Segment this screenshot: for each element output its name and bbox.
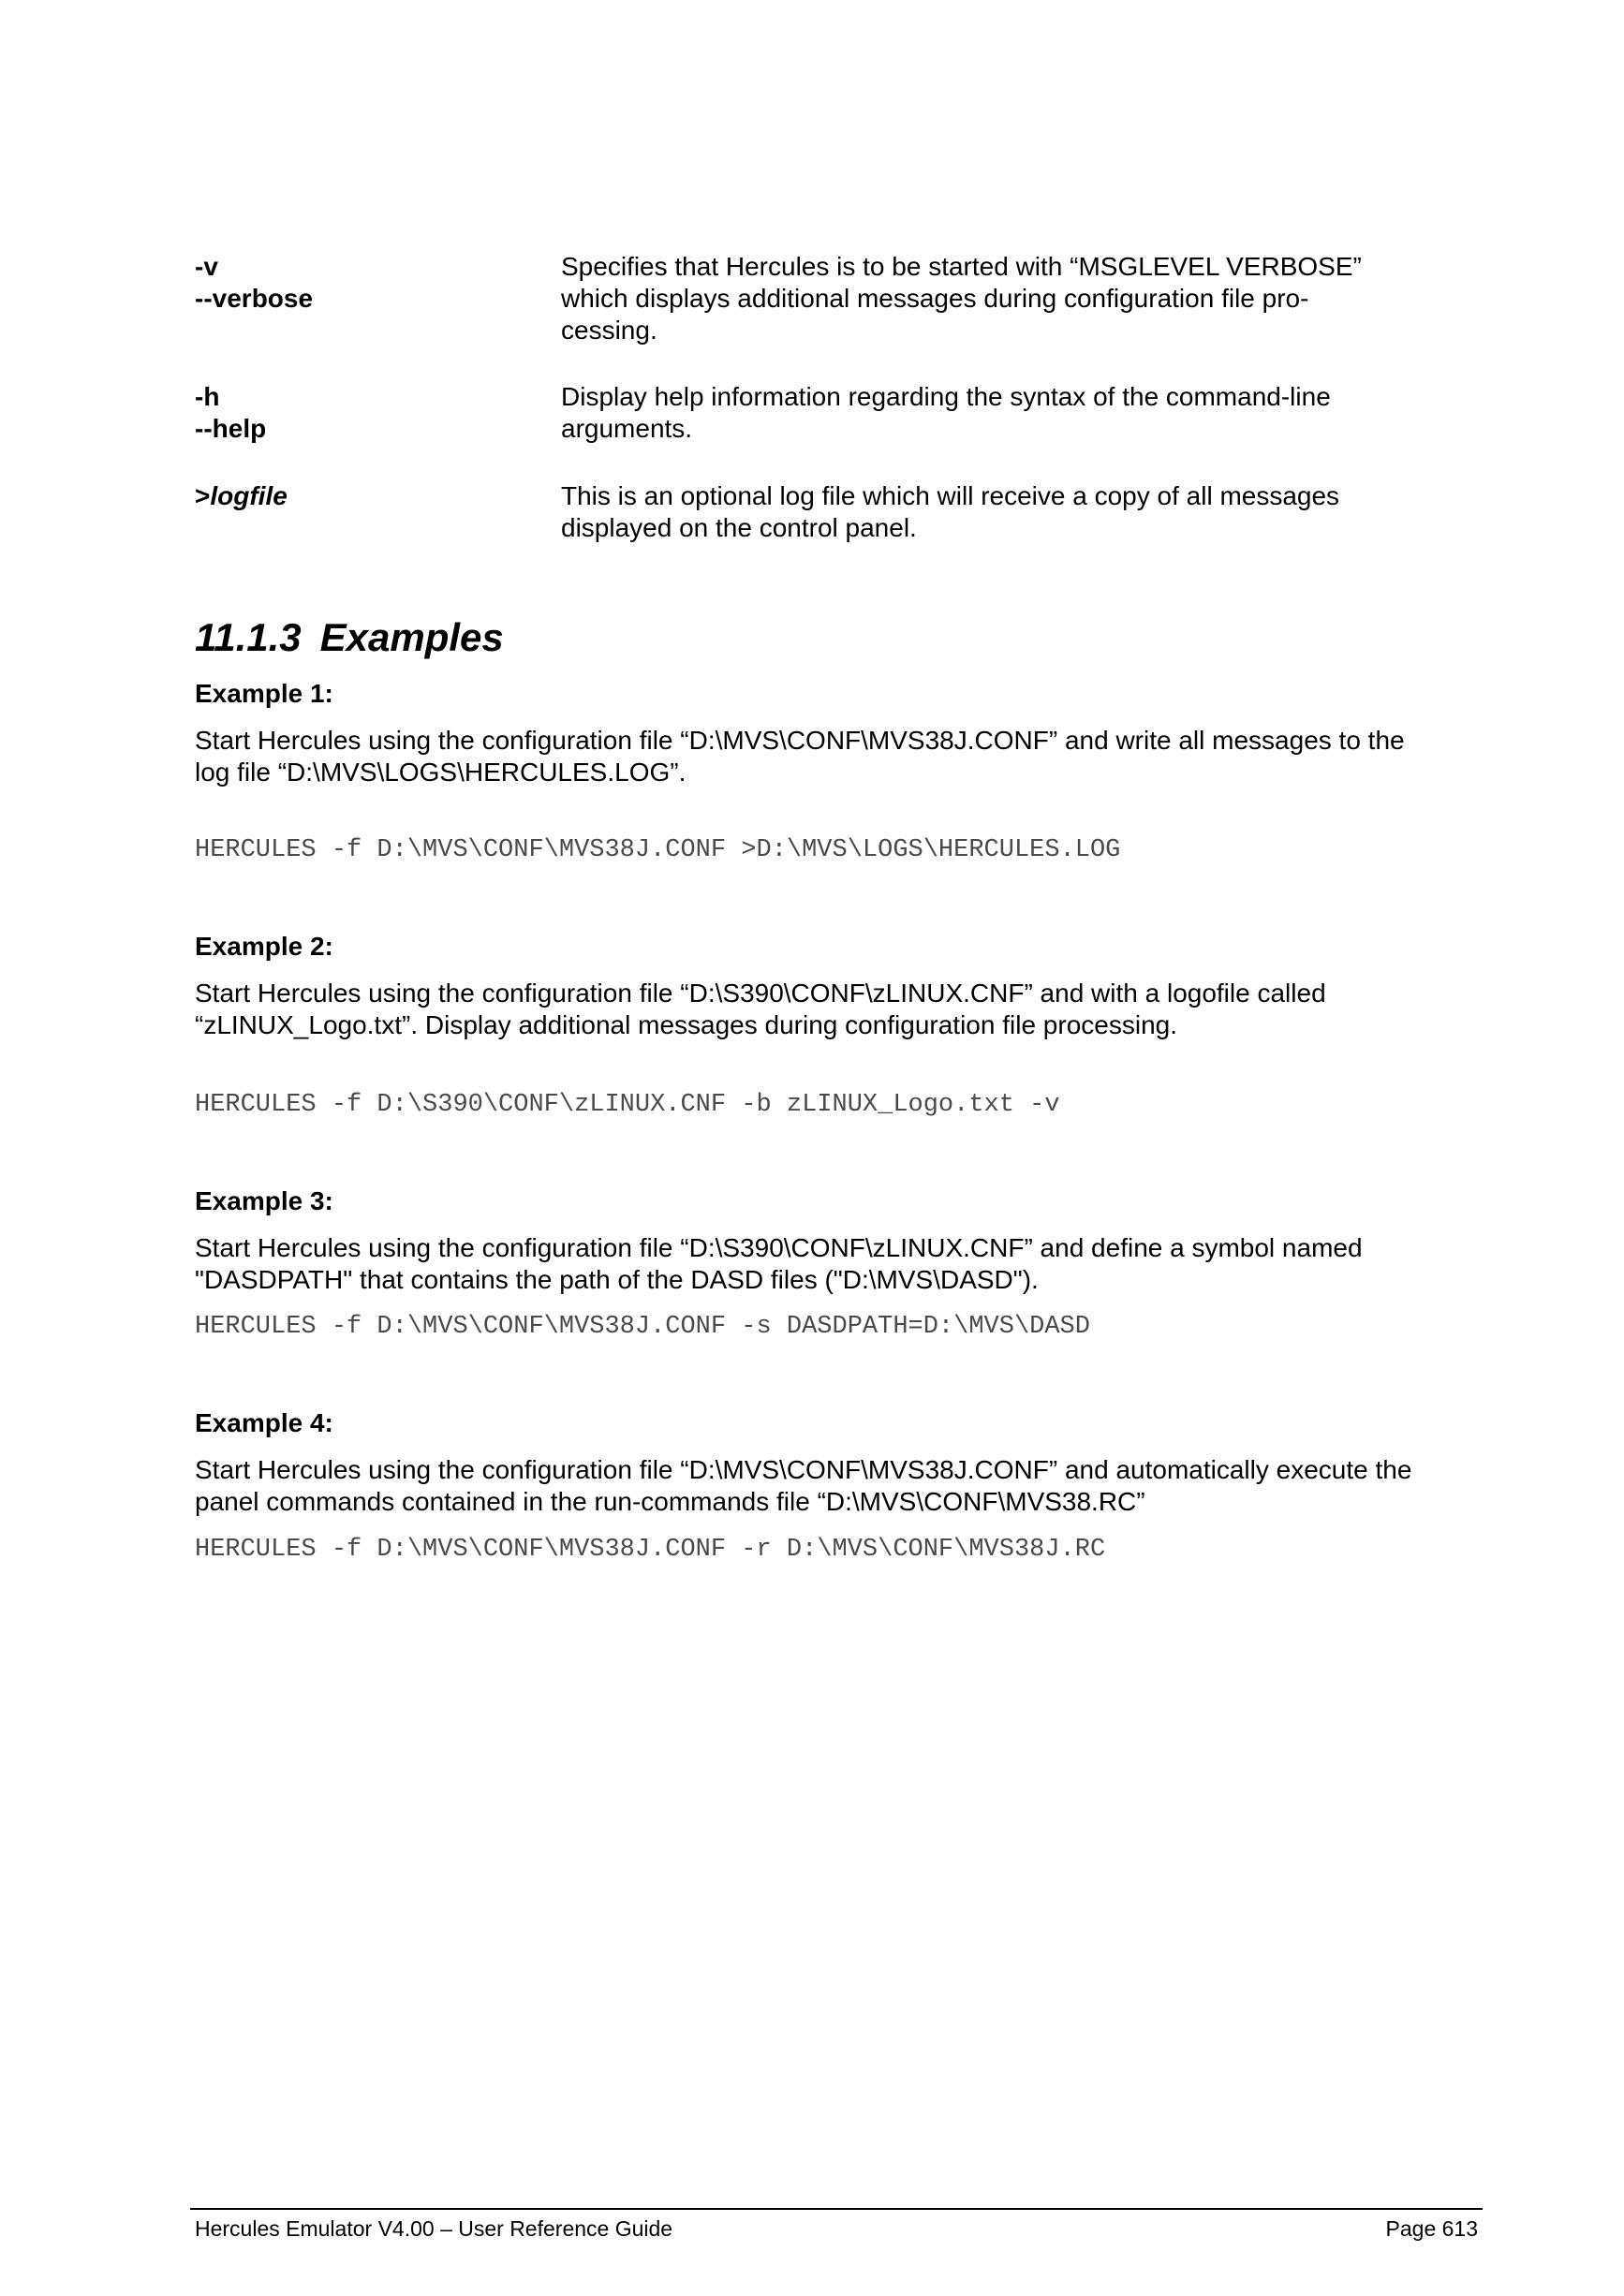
- example-description: [195, 1454, 1478, 1518]
- option-description-line: displayed on the control panel.: [561, 513, 917, 542]
- example-description-line: Start Hercules using the configuration file “D:\S390\CONF\zLINUX.CNF” and define a symbol named: [195, 1233, 1363, 1262]
- footer-document-title: Hercules Emulator V4.00 – User Reference Guide: [195, 2216, 673, 2241]
- example-2: [195, 931, 1478, 1041]
- example-title: Example 4:: [195, 1408, 333, 1437]
- example-4: [195, 1407, 1478, 1518]
- option-long-flag: --help: [195, 414, 267, 443]
- option-short-flag: -v: [195, 252, 218, 281]
- option-short-flag: -h: [195, 382, 220, 411]
- example-command: HERCULES -f D:\MVS\CONF\MVS38J.CONF >D:\MVS\LOGS\HERCULES.LOG: [195, 836, 1121, 864]
- example-command: HERCULES -f D:\MVS\CONF\MVS38J.CONF -r D:\MVS\CONF\MVS38J.RC: [195, 1536, 1106, 1564]
- option-description-line: This is an optional log file which will receive a copy of all messages: [561, 481, 1340, 510]
- example-description-line: Start Hercules using the configuration file “D:\MVS\CONF\MVS38J.CONF” and write all messages to the: [195, 726, 1405, 755]
- example-description-line: log file “D:\MVS\LOGS\HERCULES.LOG”.: [195, 758, 687, 787]
- option-term: [195, 480, 288, 512]
- example-description-line: "DASDPATH" that contains the path of the DASD files ("D:\MVS\DASD").: [195, 1265, 1039, 1294]
- option-term: [195, 251, 313, 315]
- example-description: [195, 978, 1478, 1041]
- option-description: [561, 251, 1460, 346]
- logfile-term: logfile: [210, 481, 288, 510]
- option-description-line: arguments.: [561, 414, 693, 443]
- example-1: [195, 678, 1478, 788]
- example-3: [195, 1185, 1478, 1296]
- example-description-line: panel commands contained in the run-commands file “D:\MVS\CONF\MVS38.RC”: [195, 1487, 1145, 1516]
- section-title: Examples: [319, 615, 504, 659]
- option-long-flag: --verbose: [195, 284, 314, 313]
- page-number: Page 613: [1385, 2216, 1478, 2241]
- example-command: HERCULES -f D:\S390\CONF\zLINUX.CNF -b zLINUX_Logo.txt -v: [195, 1091, 1060, 1119]
- option-description-line: Display help information regarding the syntax of the command-line: [561, 382, 1331, 411]
- example-description: [195, 1232, 1478, 1296]
- example-description-line: Start Hercules using the configuration file “D:\S390\CONF\zLINUX.CNF” and with a logofile called: [195, 979, 1326, 1008]
- option-description-line: Specifies that Hercules is to be started with “MSGLEVEL VERBOSE”: [561, 252, 1362, 281]
- footer-divider: [190, 2208, 1483, 2210]
- example-title: Example 1:: [195, 679, 333, 708]
- example-description-line: “zLINUX_Logo.txt”. Display additional messages during configuration file processing.: [195, 1010, 1177, 1039]
- option-description: [561, 381, 1460, 445]
- example-description: [195, 725, 1478, 788]
- example-title: Example 2:: [195, 932, 333, 961]
- option-description: [561, 480, 1460, 544]
- section-heading: [195, 614, 504, 661]
- example-description-line: Start Hercules using the configuration file “D:\MVS\CONF\MVS38J.CONF” and automatically execute the: [195, 1455, 1412, 1484]
- section-number: 11.1.3: [195, 615, 302, 659]
- example-command: HERCULES -f D:\MVS\CONF\MVS38J.CONF -s DASDPATH=D:\MVS\DASD: [195, 1313, 1090, 1341]
- option-description-line: which displays additional messages during configuration file pro-: [561, 284, 1309, 313]
- example-title: Example 3:: [195, 1186, 333, 1215]
- option-description-line: cessing.: [561, 316, 657, 345]
- option-term: [195, 381, 266, 445]
- redirect-symbol: >: [195, 481, 211, 510]
